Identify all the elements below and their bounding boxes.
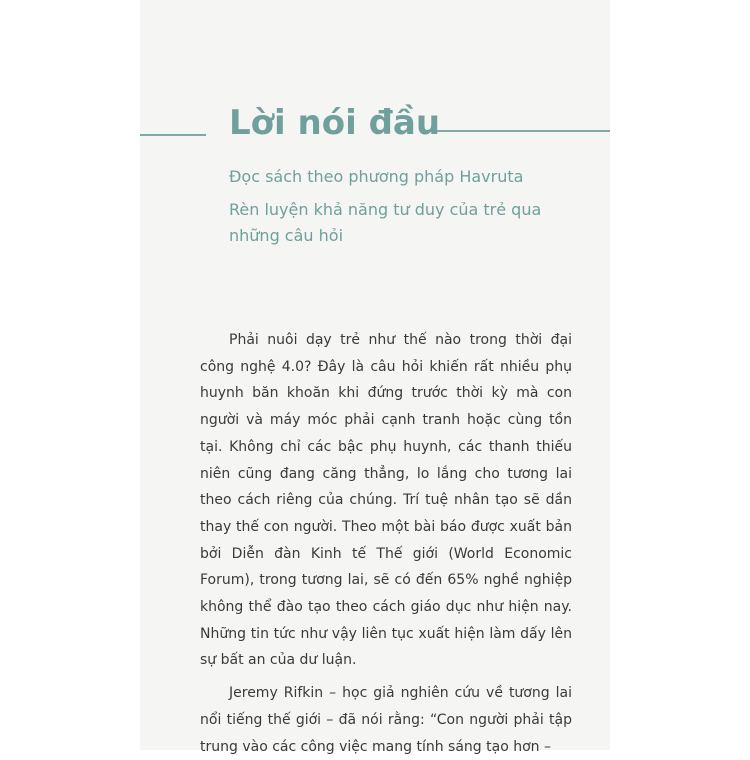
body-text — [200, 327, 572, 760]
chapter-subtitle-1: Đọc sách theo phương pháp Havruta — [229, 167, 524, 186]
paragraph-1: Phải nuôi dạy trẻ như thế nào trong thời đại công nghệ 4.0? Đây là câu hỏi khiến rất nhiều phụ huynh băn khoăn khi đứng trước thời kỳ mà con người và máy móc phải cạnh tranh hoặc cùng tồn tại. Không chỉ các bậc phụ huynh, các thanh thiếu niên cũng đang căng thẳng, lo lắng cho tương lai theo cách riêng của chúng. Trí tuệ nhân tạo sẽ dần thay thế con người. Theo một bài báo được xuất bản bởi Diễn đàn Kinh tế Thế giới (World Economic Forum), trong tương lai, sẽ có đến 65% nghề nghiệp không thể đào tạo theo cách giáo dục như hiện nay. Những tin tức như vậy liên tục xuất hiện làm dấy lên sự bất an của dư luận. — [200, 332, 572, 669]
title-rule-right — [428, 130, 610, 132]
title-rule-left — [140, 134, 206, 136]
chapter-title: Lời nói đầu — [229, 103, 441, 143]
paragraph-2: Jeremy Rifkin – học giả nghiên cứu về tương lai nổi tiếng thế giới – đã nói rằng: “Con người phải tập trung vào các công việc mang tính sáng tạo hơn – — [200, 685, 572, 755]
chapter-subtitle-2: Rèn luyện khả năng tư duy của trẻ qua những câu hỏi — [229, 200, 542, 245]
